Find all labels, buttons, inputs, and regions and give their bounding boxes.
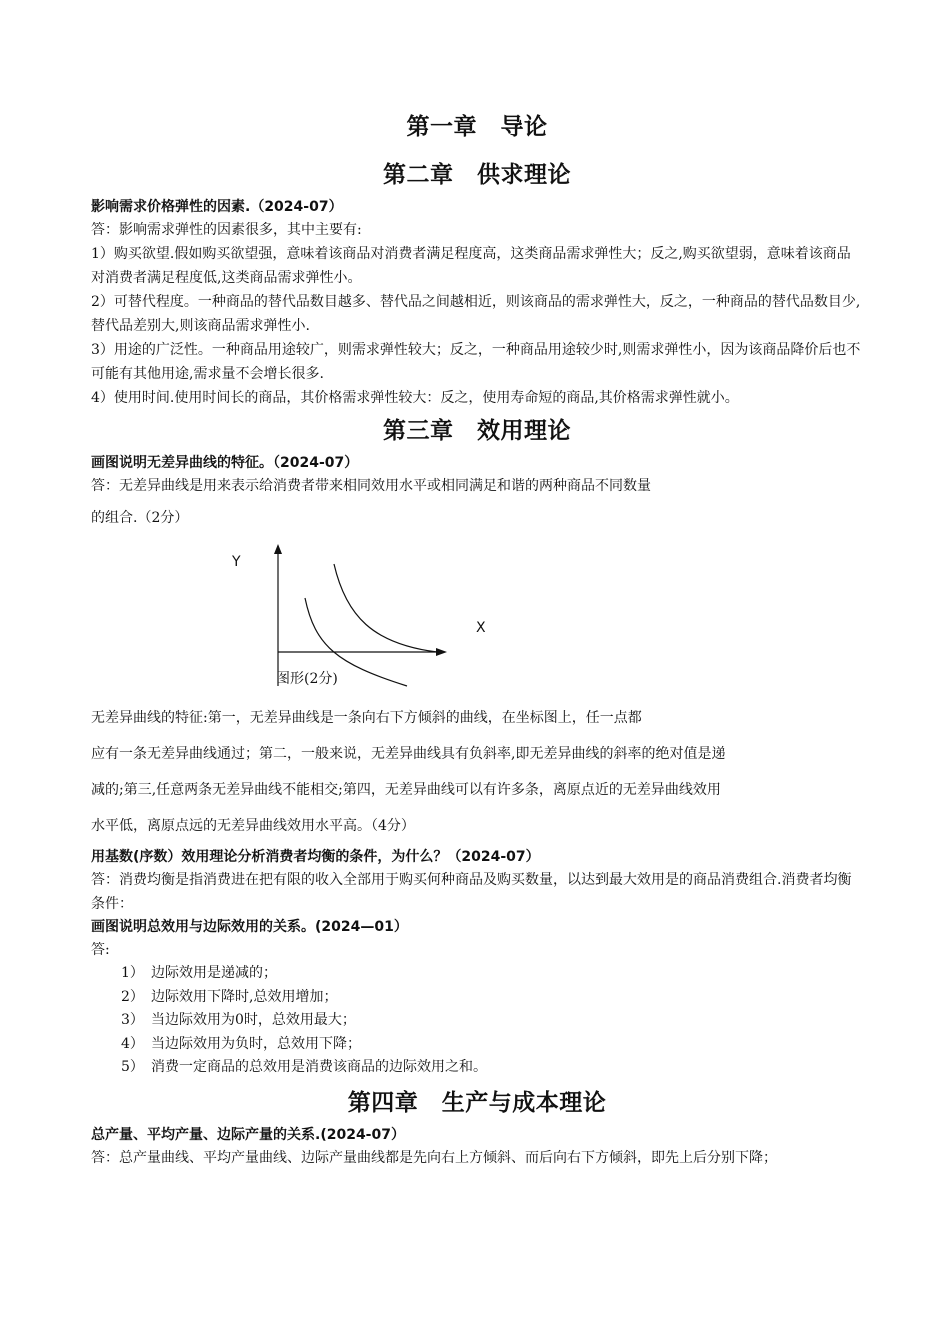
- chapter-3-title: 第三章 效用理论: [383, 418, 571, 444]
- question-heading: 总产量、平均产量、边际产量的关系.(2024-07）: [91, 1126, 405, 1143]
- answer-point-2: 2）可替代程度。一种商品的替代品数目越多、替代品之间越相近，则该商品的需求弹性大，反之，一种商品的替代品数目少,替代品差别大,则该商品需求弹性小.: [91, 294, 861, 334]
- list-item: 3） 当边际效用为0时，总效用最大；: [121, 1012, 356, 1028]
- section-demand-elasticity: [91, 196, 863, 410]
- x-axis-label: X: [476, 620, 486, 636]
- section-total-marginal-utility: [91, 916, 863, 1080]
- answer-definition-cont: 的组合.（2分）: [91, 510, 189, 526]
- y-axis-label: Y: [232, 554, 241, 570]
- answer-text: 答：总产量曲线、平均产量曲线、边际产量曲线都是先向右上方倾斜、而后向右下方倾斜，即先上后分别下降；: [91, 1149, 777, 1166]
- relation-list: [91, 962, 863, 1080]
- answer-text: 答：消费均衡是指消费进在把有限的收入全部用于购买何种商品及购买数量，以达到最大效用是的商品消费组合.消费者均衡条件：: [91, 872, 852, 912]
- section-production-relations: [91, 1124, 863, 1170]
- features-line-1: 无差异曲线的特征:第一，无差异曲线是一条向右下方倾斜的曲线，在坐标图上，任一点都: [91, 710, 642, 726]
- list-item: 5） 消费一定商品的总效用是消费该商品的边际效用之和。: [121, 1059, 487, 1075]
- section-indifference-curve: [91, 452, 863, 844]
- answer-label: 答:: [91, 942, 110, 958]
- indifference-curve-figure: [91, 536, 863, 696]
- answer-point-4: 4）使用时间.使用时间长的商品，其价格需求弹性较大：反之，使用寿命短的商品,其价格需求弹性就小。: [91, 390, 739, 406]
- answer-point-1: 1）购买欲望.假如购买欲望强，意味着该商品对消费者满足程度高，这类商品需求弹性大；反之,购买欲望弱，意味着该商品对消费者满足程度低,这类商品需求弹性小。: [91, 246, 851, 286]
- question-heading: 影响需求价格弹性的因素.（2024-07）: [91, 199, 343, 215]
- list-item: 1） 边际效用是递减的；: [121, 965, 277, 981]
- y-axis-arrow: [274, 544, 282, 554]
- features-line-2: 应有一条无差异曲线通过；第二，一般来说，无差异曲线具有负斜率,即无差异曲线的斜率的绝对值是递: [91, 746, 726, 762]
- document-page: [91, 108, 863, 1170]
- question-heading: 画图说明总效用与边际效用的关系。(2024—01）: [91, 919, 408, 935]
- features-line-3: 减的;第三,任意两条无差异曲线不能相交;第四，无差异曲线可以有许多条，离原点近的无差异曲线效用: [91, 782, 721, 798]
- x-axis-arrow: [436, 648, 447, 656]
- figure-caption: 图形(2分): [276, 671, 338, 687]
- section-consumer-equilibrium: [91, 846, 863, 916]
- list-item: 2） 边际效用下降时,总效用增加；: [121, 988, 338, 1005]
- chapter-1-title: 第一章 导论: [406, 114, 548, 140]
- indifference-curve-outer: [334, 564, 437, 652]
- chapter-2-title: 第二章 供求理论: [383, 162, 571, 188]
- list-item: 4） 当边际效用为负时，总效用下降；: [121, 1035, 361, 1052]
- answer-intro: 答：影响需求弹性的因素很多，其中主要有:: [91, 222, 362, 238]
- answer-definition: 答：无差异曲线是用来表示给消费者带来相同效用水平或相同满足和谐的两种商品不同数量: [91, 478, 651, 494]
- features-line-4: 水平低，离原点远的无差异曲线效用水平高。（4分）: [91, 818, 415, 834]
- question-heading: 用基数(序数）效用理论分析消费者均衡的条件，为什么？（2024-07）: [91, 849, 540, 865]
- chapter-4-title: 第四章 生产与成本理论: [347, 1089, 607, 1116]
- question-heading: 画图说明无差异曲线的特征。（2024-07）: [91, 455, 359, 471]
- answer-point-3: 3）用途的广泛性。一种商品用途较广，则需求弹性较大；反之，一种商品用途较少时,则需求弹性小，因为该商品降价后也不可能有其他用途,需求量不会增长很多.: [91, 342, 861, 382]
